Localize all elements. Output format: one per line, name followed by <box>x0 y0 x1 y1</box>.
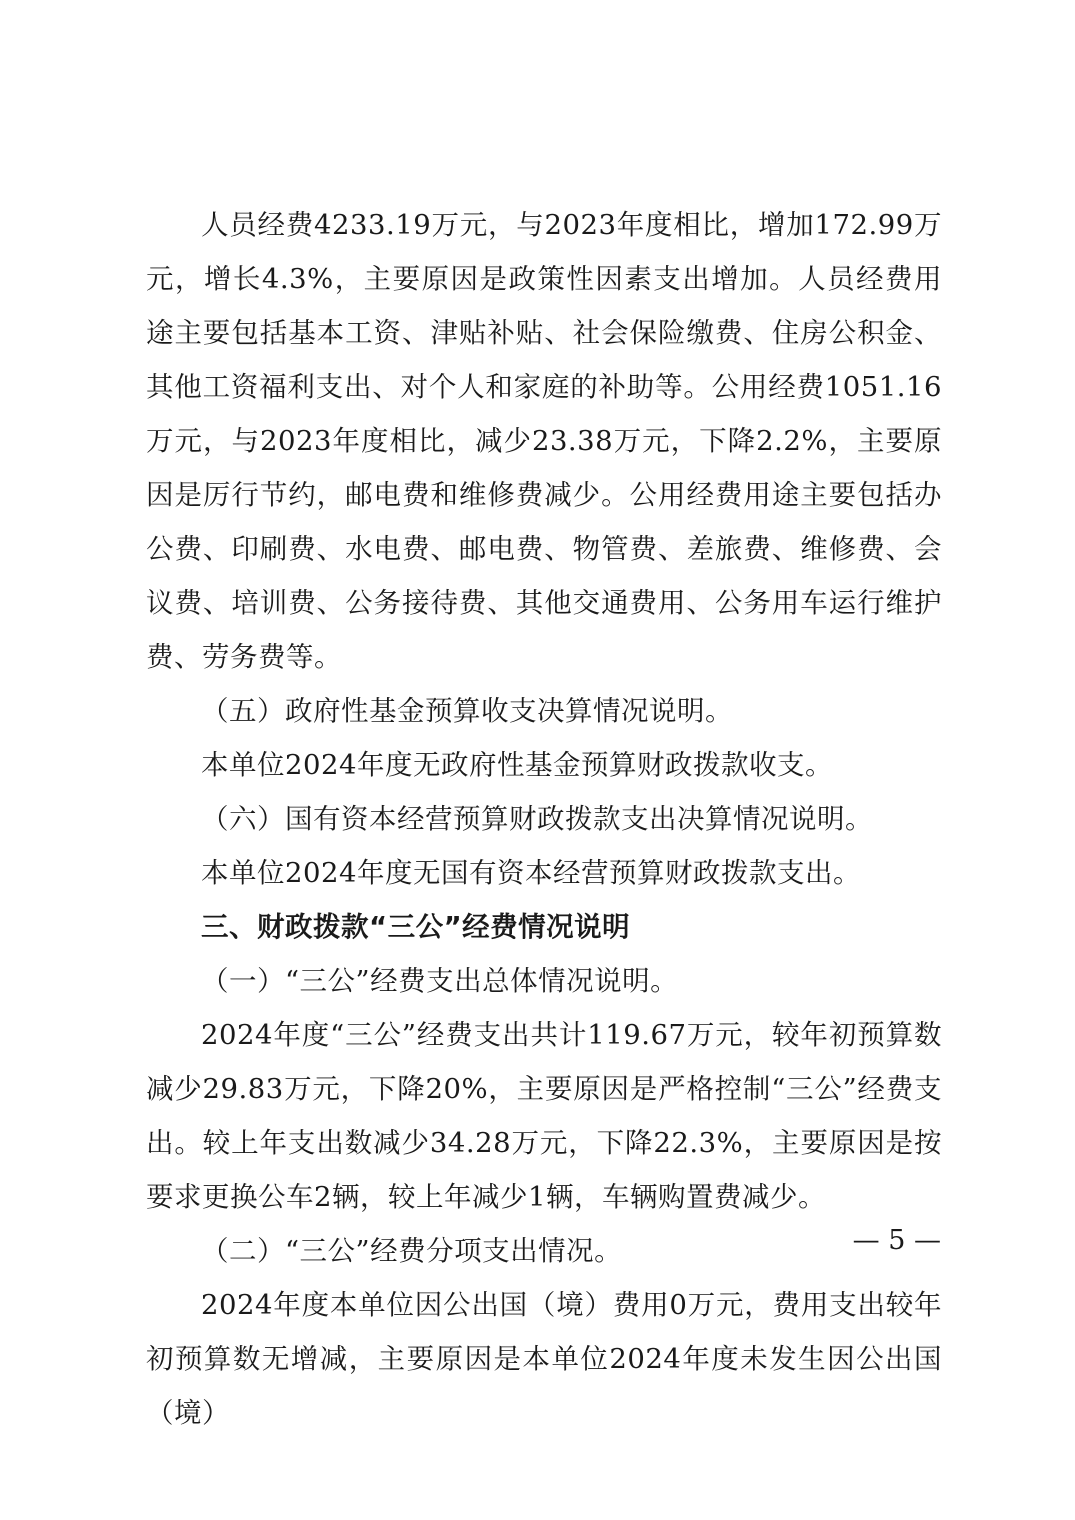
subheading-three-public-itemized: （二）“三公”经费分项支出情况。 <box>201 1235 623 1267</box>
page-number: — 5 — <box>852 1225 941 1256</box>
paragraph-state-capital: 本单位2024年度无国有资本经营预算财政拨款支出。 <box>201 857 861 889</box>
subheading-government-fund: （五）政府性基金预算收支决算情况说明。 <box>201 695 733 727</box>
section-heading-three-public: 三、财政拨款“三公”经费情况说明 <box>201 911 631 943</box>
subheading-state-capital: （六）国有资本经营预算财政拨款支出决算情况说明。 <box>201 803 873 835</box>
paragraph-government-fund: 本单位2024年度无政府性基金预算财政拨款收支。 <box>201 749 833 781</box>
subheading-three-public-overall: （一）“三公”经费支出总体情况说明。 <box>201 965 679 997</box>
paragraph-overseas-travel: 2024年度本单位因公出国（境）费用0万元，费用支出较年初预算数无增减，主要原因是本单位2024年度未发生因公出国（境） <box>146 1289 942 1429</box>
paragraph-three-public-overall: 2024年度“三公”经费支出共计119.67万元，较年初预算数减少29.83万元，下降20%，主要原因是严格控制“三公”经费支出。较上年支出数减少34.28万元，下降22.3%，主要原因是按要求更换公车2辆，较上年减少1辆，车辆购置费减少。 <box>146 1019 942 1213</box>
document-body <box>146 198 942 1440</box>
paragraph-personnel-public-expenses: 人员经费4233.19万元，与2023年度相比，增加172.99万元，增长4.3%，主要原因是政策性因素支出增加。人员经费用途主要包括基本工资、津贴补贴、社会保险缴费、住房公积金、其他工资福利支出、对个人和家庭的补助等。公用经费1051.16万元，与2023年度相比，减少23.38万元，下降2.2%，主要原因是厉行节约，邮电费和维修费减少。公用经费用途主要包括办公费、印刷费、水电费、邮电费、物管费、差旅费、维修费、会议费、培训费、公务接待费、其他交通费用、公务用车运行维护费、劳务费等。 <box>146 209 942 673</box>
